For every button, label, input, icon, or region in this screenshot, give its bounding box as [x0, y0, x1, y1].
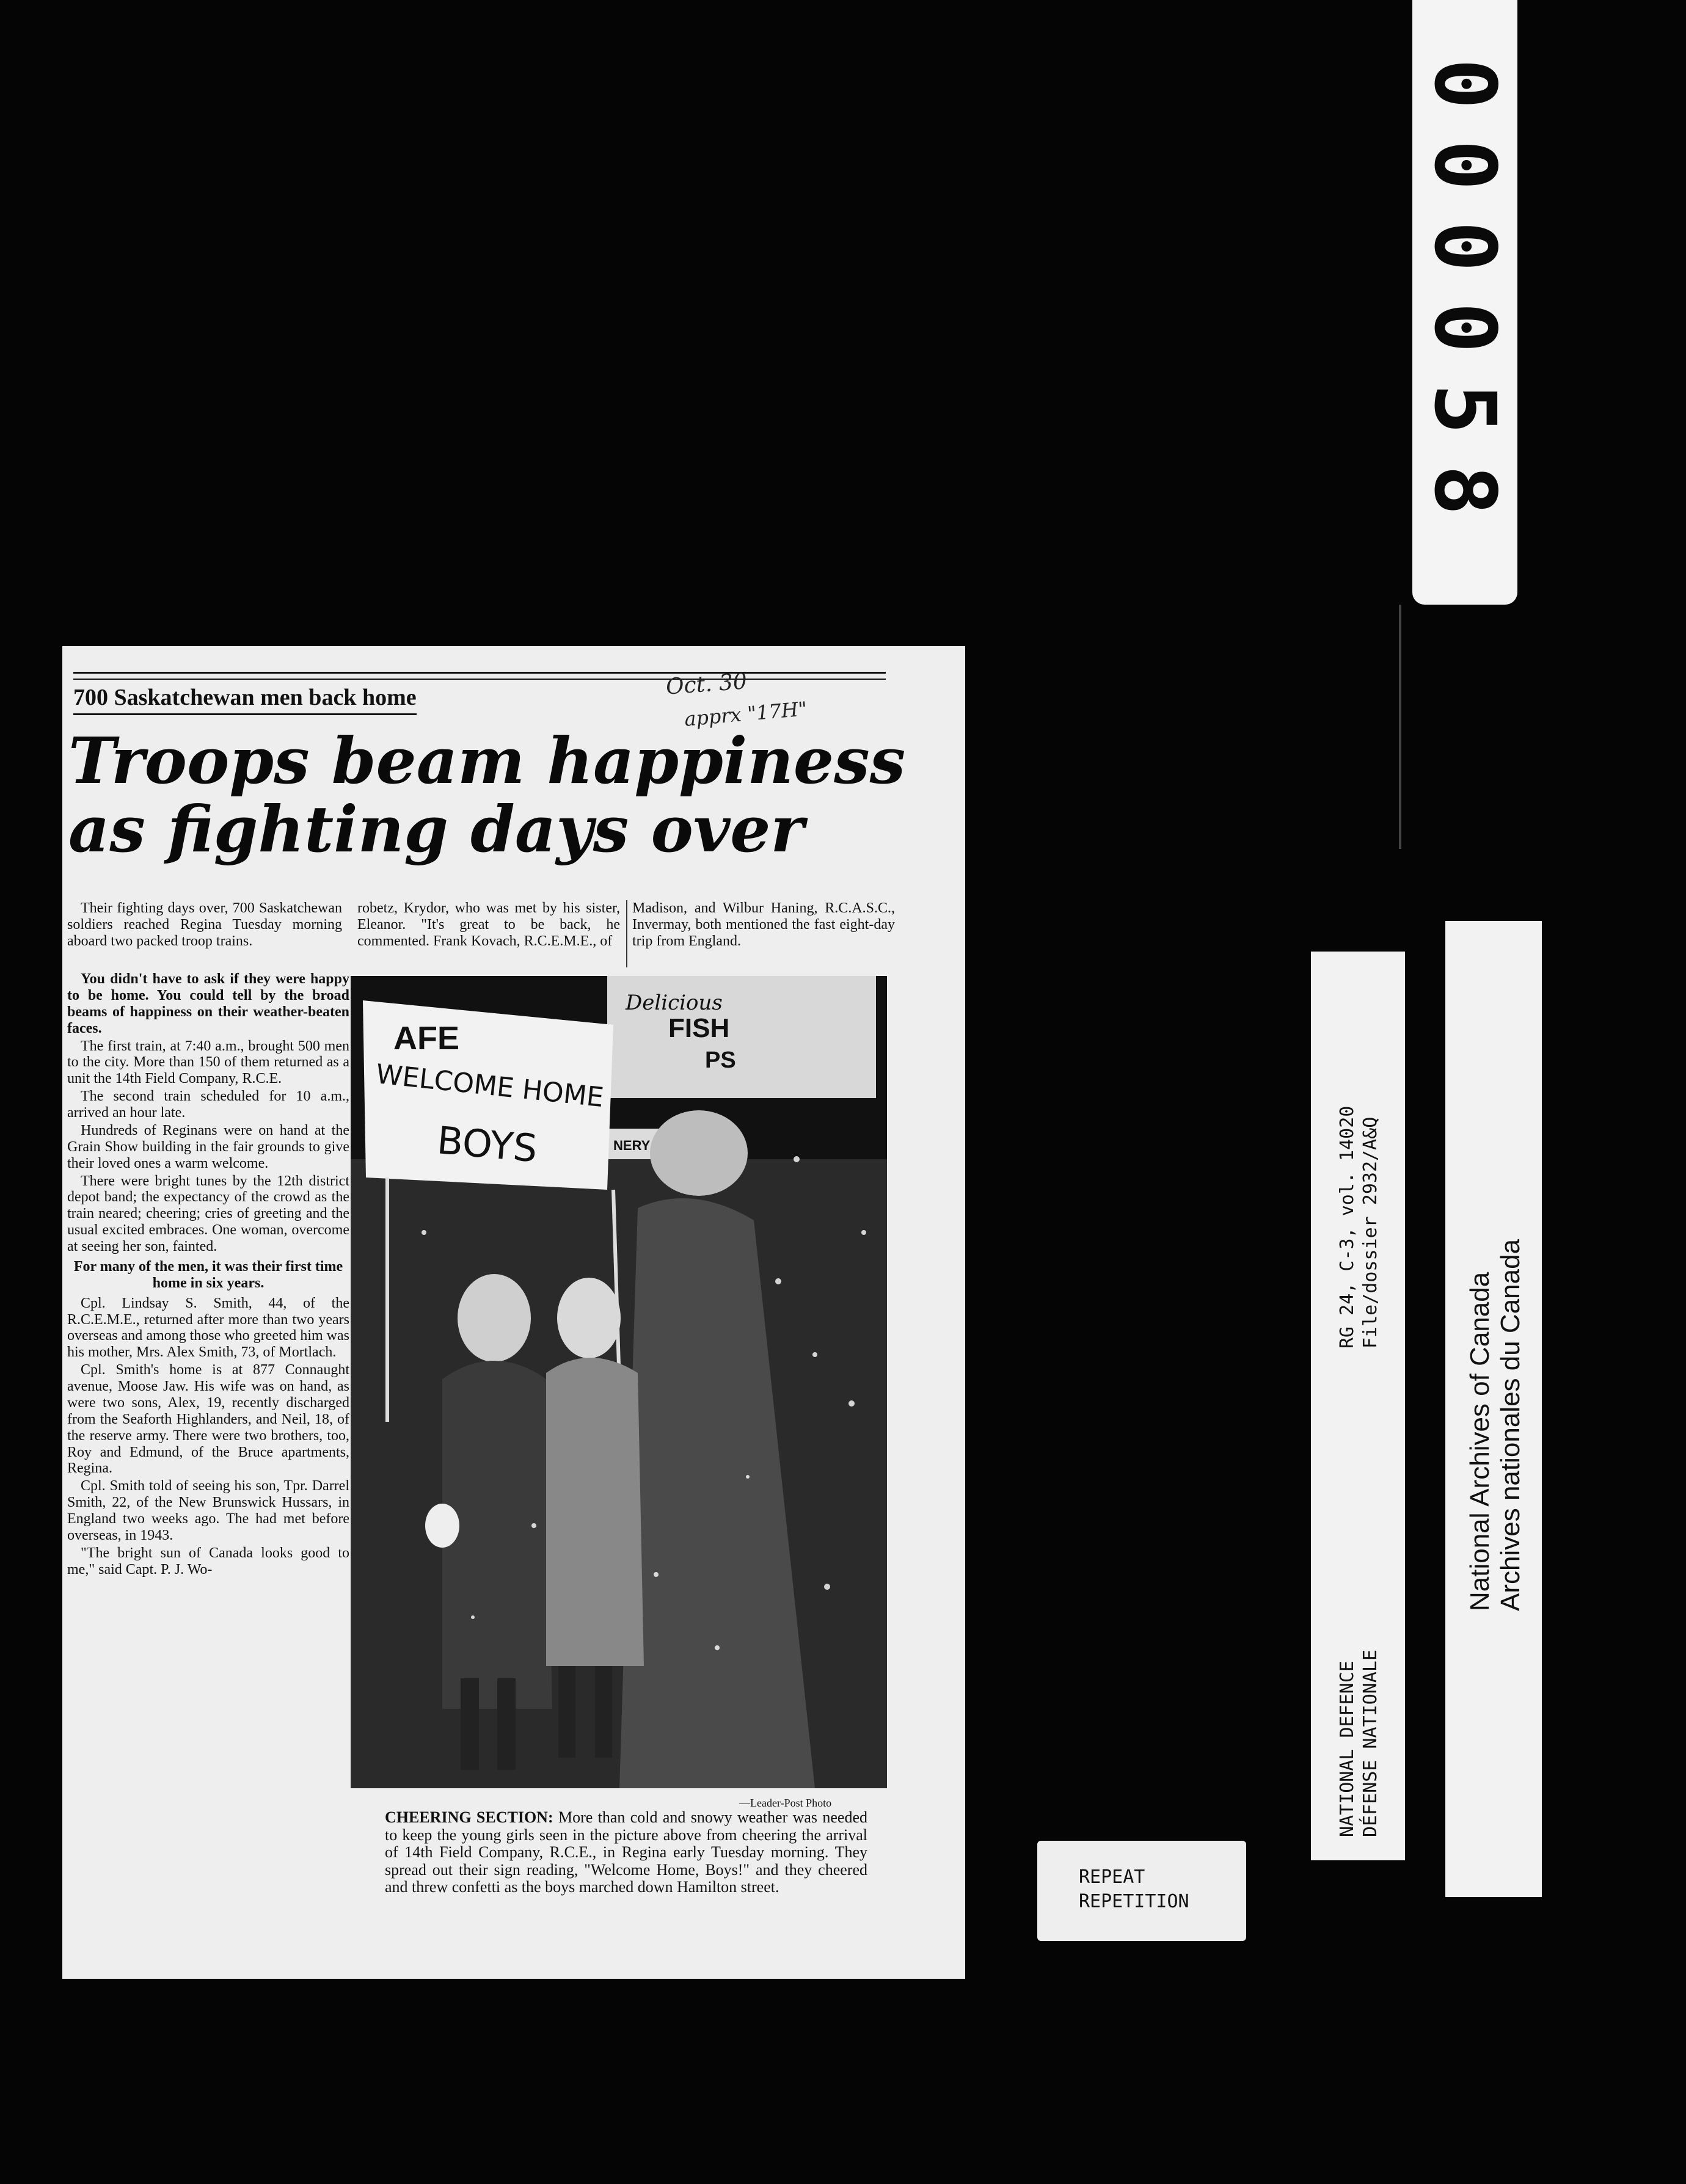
headline	[68, 723, 936, 867]
photo-credit: —Leader-Post Photo	[739, 1797, 832, 1809]
photo-illustration	[351, 976, 887, 1788]
national-archives-label	[1445, 921, 1542, 1897]
body-paragraph: Cpl. Smith's home is at 877 Connaught avenue, Moose Jaw. His wife was on hand, as were two sons, Alex, 19, recently discharged from the Seaforth Highlanders, and Neil, 18, of the reserve army. There were two brothers, too, Roy and Edmund, of the Bruce apartments, Regina.	[67, 1362, 349, 1477]
column-2-intro	[357, 900, 620, 951]
continued-paragraph-2: Madison, and Wilbur Haning, R.C.A.S.C., Invermay, both mentioned the fast eight-day trip from England.	[632, 900, 895, 949]
shop-sign-script: Delicious	[626, 991, 723, 1015]
caption-body: More than cold and snowy weather was needed to keep the young girls seen in the picture above from cheering the arrival of 14th Field Company, R.C.E., in Regina early Tuesday morning. They spread out their sign reading, "Welcome Home, Boys!" and they cheered and threw confetti as the boys marched down Hamilton street.	[385, 1808, 867, 1896]
body-paragraph: Cpl. Smith told of seeing his son, Tpr. Darrel Smith, 22, of the New Brunswick Hussars, in England two weeks ago. The had met before overseas, in 1943.	[67, 1478, 349, 1543]
body-paragraph: There were bright tunes by the 12th district depot band; the expectancy of the crowd as the train neared; cheering; cries of greeting and the usual excited embraces. One woman, overcome at seeing her son, fainted.	[67, 1173, 349, 1254]
repeat-stamp-line-2: REPETITION	[1079, 1891, 1189, 1912]
clipping-top-rule	[73, 672, 886, 680]
continued-paragraph: robetz, Krydor, who was met by his sister, Eleanor. "It's great to be back, he commented. Frank Kovach, R.C.E.M.E., of	[357, 900, 620, 949]
intro-paragraph: Their fighting days over, 700 Saskatchewan soldiers reached Regina Tuesday morning aboard two packed troop trains.	[67, 900, 342, 949]
subhead-paragraph: For many of the men, it was their first time home in six years.	[73, 1258, 343, 1291]
caption-lead: CHEERING SECTION:	[385, 1808, 553, 1826]
film-edge-line	[1399, 605, 1401, 849]
frame-number: 000058	[1415, 58, 1514, 547]
column-3-intro	[632, 900, 895, 951]
repeat-stamp	[1037, 1841, 1246, 1941]
shop-sign-small: PS	[705, 1047, 736, 1073]
body-paragraph: The second train scheduled for 10 a.m., arrived an hour late.	[67, 1088, 349, 1121]
body-paragraph: Cpl. Lindsay S. Smith, 44, of the R.C.E.M.E., returned after more than two years overseas and among those who greeted him was his mother, Mrs. Alex Smith, 73, of Mortlach.	[67, 1295, 349, 1361]
archive-reference-label	[1311, 952, 1405, 1860]
archives-label-french: Archives nationales du Canada	[1495, 1239, 1525, 1611]
handwritten-date-note: Oct. 30	[665, 669, 748, 700]
clipping-kicker: 700 Saskatchewan men back home	[73, 684, 417, 715]
photo-caption	[385, 1809, 867, 1896]
article-body	[67, 971, 349, 1579]
lede-paragraph: You didn't have to ask if they were happy to be home. You could tell by the broad beams of happiness on their weather-beaten faces.	[67, 971, 349, 1036]
archive-label-line-2: DÉFENSE NATIONALE	[1360, 1649, 1381, 1837]
headline-line-2: as fighting days over	[68, 792, 805, 867]
archives-label-english: National Archives of Canada	[1465, 1272, 1495, 1611]
shop-sign-main: FISH	[668, 1013, 730, 1043]
banner-sign-line1: WELCOME HOME	[374, 1058, 605, 1114]
archive-label-line-1: NATIONAL DEFENCE	[1337, 1661, 1358, 1837]
frame-number-strip	[1412, 0, 1517, 605]
banner-left-text: AFE	[393, 1020, 459, 1057]
news-photo	[351, 976, 887, 1788]
column-1-intro	[67, 900, 342, 951]
headline-line-1: Troops beam happiness	[68, 723, 906, 798]
body-paragraph: Hundreds of Reginans were on hand at the Grain Show building in the fair grounds to give their loved ones a warm welcome.	[67, 1122, 349, 1171]
archive-label-line-4: File/dossier 2932/A&Q	[1360, 1116, 1381, 1349]
body-paragraph: The first train, at 7:40 a.m., brought 500 men to the city. More than 150 of them returned as a unit the 14th Field Company, R.C.E.	[67, 1038, 349, 1087]
handwritten-note: apprx "17H"	[683, 697, 808, 731]
body-paragraph: "The bright sun of Canada looks good to me," said Capt. P. J. Wo-	[67, 1545, 349, 1578]
column-separator	[626, 900, 627, 967]
banner-sign-line2: BOYS	[435, 1118, 539, 1171]
shop-sign-lower: NERY	[613, 1138, 651, 1153]
archive-label-line-3: RG 24, C-3, vol. 14020	[1337, 1105, 1358, 1349]
repeat-stamp-line-1: REPEAT	[1079, 1866, 1145, 1888]
